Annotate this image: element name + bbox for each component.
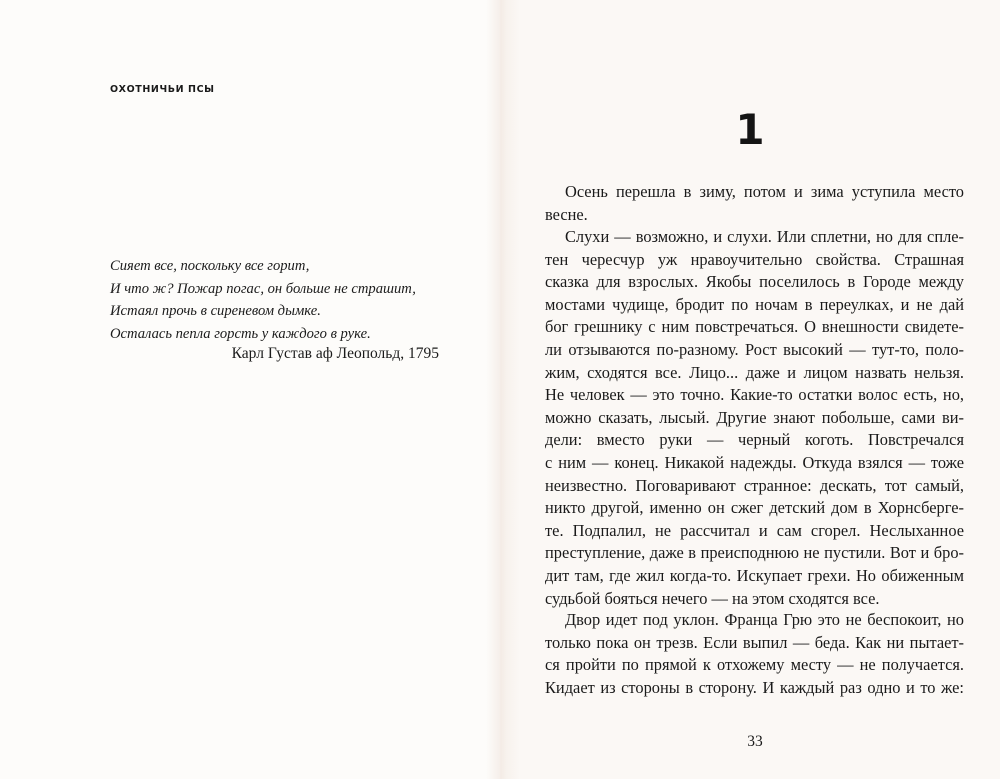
chapter-number: 1 bbox=[735, 105, 765, 154]
epigraph-line: Осталась пепла горсть у каждого в руке. bbox=[110, 325, 371, 342]
text-line: Двор идет под уклон. Франца Грю это не беспокоит, но bbox=[565, 610, 964, 629]
book-gutter bbox=[486, 0, 520, 779]
text-line: весне. bbox=[545, 204, 588, 224]
page-number: 33 bbox=[747, 733, 763, 750]
text-line: Слухи — возможно, и слухи. Или сплетни, но для спле- bbox=[565, 227, 964, 246]
text-line: тен чересчур уж нравоучительно свойства. Страшная bbox=[545, 249, 964, 269]
text-line: Не человек — это точно. Какие-то остатки волос есть, но, bbox=[545, 385, 964, 405]
text-line: ся пройти по прямой к отхожему месту — не получается. bbox=[545, 655, 964, 675]
epigraph-line: Сияет все, поскольку все горит, bbox=[110, 258, 310, 274]
text-line: Кидает из стороны в сторону. И каждый раз одно и то же: bbox=[545, 677, 964, 697]
epigraph-attribution: Карл Густав аф Леопольд, 1795 bbox=[231, 345, 439, 362]
paragraph bbox=[545, 181, 964, 226]
epigraph bbox=[110, 255, 450, 345]
running-head: ОХОТНИЧЬИ ПСЫ bbox=[110, 84, 215, 95]
text-line: можно сказать, лысый. Другие знают побольше, сами ви- bbox=[545, 407, 964, 427]
text-line: дит там, где жил когда-то. Искупает грехи. Но обиженным bbox=[545, 565, 964, 585]
text-line: неизвестно. Поговаривают странное: дескать, тот самый, bbox=[545, 475, 964, 495]
text-line: никто другой, именно он сжег детский дом в Хорнсберге- bbox=[545, 498, 964, 518]
text-line: бог грешнику с ним повстречаться. О внешности свидете- bbox=[545, 317, 964, 337]
text-line: только пока он трезв. Если выпил — беда. Как ни пытает- bbox=[545, 632, 964, 652]
text-line: преступление, даже в преисподнюю не пустили. Вот и бро- bbox=[545, 543, 964, 563]
paragraph bbox=[545, 609, 964, 699]
text-line: судьбой бояться нечего — на этом сходятся все. bbox=[545, 588, 880, 608]
epigraph-line: И что ж? Пожар погас, он больше не страшит, bbox=[110, 280, 416, 297]
text-line: Осень перешла в зиму, потом и зима уступила место bbox=[565, 182, 964, 201]
epigraph-line: Истаял прочь в сиреневом дымке. bbox=[110, 303, 321, 319]
text-line: дели: вместо руки — черный коготь. Повстречался bbox=[545, 430, 964, 450]
paragraph bbox=[545, 226, 964, 610]
text-line: ли отзываются по-разному. Рост высокий — тут-то, поло- bbox=[545, 339, 964, 359]
text-line: те. Подпалил, не рассчитал и сам сгорел. Неслыханное bbox=[545, 520, 964, 540]
text-line: сказка для взрослых. Якобы поселилось в Городе между bbox=[545, 272, 964, 292]
text-line: мостами чудище, бродит по ночам в переулках, и не дай bbox=[545, 294, 964, 314]
text-line: с ним — конец. Никакой надежды. Откуда взялся — тоже bbox=[545, 452, 964, 472]
text-line: жим, сходятся все. Лицо... даже и лицом назвать нельзя. bbox=[545, 362, 964, 382]
